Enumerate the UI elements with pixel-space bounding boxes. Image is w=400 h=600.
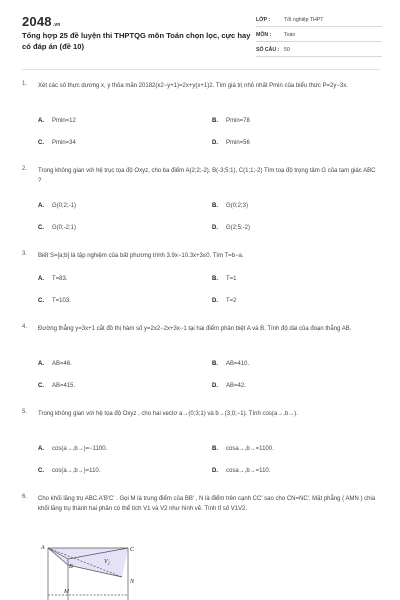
question-number: 1.	[22, 81, 28, 87]
option-letter: A.	[38, 446, 44, 452]
option-text: cosa→,b→=110.	[226, 468, 271, 474]
label-b: B	[69, 564, 73, 570]
option-letter: C.	[38, 225, 44, 231]
option-letter: D.	[212, 468, 218, 474]
option-letter: C.	[38, 383, 44, 389]
question-number: 6.	[22, 494, 28, 500]
answer-option-1b[interactable]	[212, 118, 250, 124]
option-text: Pmin=34	[52, 140, 76, 146]
answer-option-2a[interactable]	[38, 203, 76, 209]
answer-option-1d[interactable]	[212, 140, 250, 146]
option-letter: C.	[38, 140, 44, 146]
answer-option-3a[interactable]	[38, 276, 68, 282]
option-letter: D.	[212, 298, 218, 304]
option-letter: D.	[212, 383, 218, 389]
option-text: AB=42.	[226, 383, 246, 389]
question-text: Đường thẳng y=3x+1 cắt đồ thị hàm số y=2x2−2x+3x−1 tại hai điểm phân biệt A và B. Tính độ dài của đoạn thẳng AB.	[38, 326, 352, 332]
option-text: G(0;2;3)	[226, 203, 249, 209]
label-a: A	[41, 545, 45, 551]
option-text: T=2	[226, 298, 237, 304]
option-text: T=103.	[52, 298, 71, 304]
question-text: Cho khối lăng trụ ABC.A'B'C' . Gọi M là trung điểm của BB' , N là điểm trên cạnh CC' sao cho CN=NC'. Mặt phẳng ( AMN ) chia khối lăng trụ thành hai phần có thể tích V1 và V2 như hình vẽ. Tính tỉ số V1V2.	[38, 496, 376, 512]
meta-value: 50	[284, 47, 290, 53]
option-text: cos(a→,b→)=110.	[52, 468, 101, 474]
option-text: AB=410.	[226, 361, 250, 367]
answer-option-2b[interactable]	[212, 203, 248, 209]
meta-value: Tốt nghiệp THPT	[284, 17, 324, 23]
answer-option-5b[interactable]	[212, 446, 274, 452]
answer-option-4b[interactable]	[212, 361, 249, 367]
option-text: AB=415.	[52, 383, 76, 389]
question-number: 3.	[22, 251, 28, 257]
label-c: C	[130, 547, 135, 553]
answer-option-2c[interactable]	[38, 225, 76, 231]
meta-label: MÔN :	[256, 32, 272, 38]
prism-figure	[40, 543, 140, 600]
document-title: Tổng hợp 25 đề luyện thi THPTQG môn Toán chọn lọc, cực hay có đáp án (đề 10)	[22, 31, 251, 51]
label-m: M	[64, 589, 69, 595]
option-letter: B.	[212, 203, 218, 209]
option-letter: C.	[38, 298, 44, 304]
header-divider	[22, 69, 380, 70]
meta-row-class	[256, 15, 382, 27]
answer-option-1c[interactable]	[38, 140, 76, 146]
option-letter: B.	[212, 361, 218, 367]
option-text: G(0;2;-1)	[52, 203, 77, 209]
option-text: G(2;5;-2)	[226, 225, 251, 231]
answer-option-5d[interactable]	[212, 468, 270, 474]
option-text: G(0;-2;1)	[52, 225, 77, 231]
option-letter: A.	[38, 203, 44, 209]
question-text: Trong không gian với hệ trục tọa độ Oxyz, cho ba điểm A(2;2;-2), B(-3;5;1), C(1;1;-2) Tìm toạ độ trọng tâm G của tam giác ABC ?	[38, 168, 376, 184]
meta-value: Toán	[284, 32, 296, 38]
answer-option-4c[interactable]	[38, 383, 75, 389]
question-number: 4.	[22, 324, 28, 330]
prism-diagram	[40, 543, 140, 600]
question-number: 5.	[22, 409, 28, 415]
option-text: Pmin=12	[52, 118, 76, 124]
answer-option-5c[interactable]	[38, 468, 100, 474]
answer-option-5a[interactable]	[38, 446, 107, 452]
option-letter: A.	[38, 118, 44, 124]
option-letter: B.	[212, 276, 218, 282]
question-text: Xét các số thực dương x, y thỏa mãn 20182(x2−y+1)=2x+y(x+1)2. Tìm giá trị nhỏ nhất Pmin của biểu thức P=2y−3x.	[38, 83, 348, 89]
option-text: T=1	[226, 276, 237, 282]
logo-suffix: .vn	[52, 22, 61, 28]
option-text: Pmin=78	[226, 118, 250, 124]
option-letter: B.	[212, 446, 218, 452]
answer-option-3d[interactable]	[212, 298, 237, 304]
meta-row-subject	[256, 30, 382, 42]
question-text: Biết S=[a;b] là tập nghiệm của bất phương trình 3.9x−10.3x+3≤0. Tìm T=b−a.	[38, 253, 244, 259]
label-v-main: V	[104, 559, 108, 565]
label-v-sub: 2	[107, 560, 110, 566]
option-letter: D.	[212, 140, 218, 146]
option-letter: A.	[38, 276, 44, 282]
question-number: 2.	[22, 166, 28, 172]
answer-option-1a[interactable]	[38, 118, 76, 124]
label-n: N	[130, 579, 135, 585]
answer-option-3c[interactable]	[38, 298, 71, 304]
option-text: AB=46.	[52, 361, 72, 367]
answer-option-2d[interactable]	[212, 225, 250, 231]
document-header	[0, 0, 400, 66]
answer-option-3b[interactable]	[212, 276, 237, 282]
answer-option-4a[interactable]	[38, 361, 72, 367]
label-v	[104, 559, 110, 566]
upper-region-fill	[48, 548, 128, 577]
meta-row-count	[256, 45, 382, 57]
answer-option-4d[interactable]	[212, 383, 246, 389]
meta-label: SỐ CÂU :	[256, 47, 280, 53]
meta-label: LỚP :	[256, 17, 271, 23]
meta-panel	[256, 15, 382, 60]
option-text: cos(a→,b→)=−1100.	[52, 446, 108, 452]
option-letter: A.	[38, 361, 44, 367]
option-text: Pmin=56	[226, 140, 250, 146]
logo-text: 2048	[22, 14, 52, 29]
question-text: Trong không gian với hệ tọa độ Oxyz , cho hai vectơ a→(0;3;1) và b→(3;0;−1). Tính cos(a→,b→).	[38, 411, 298, 417]
option-text: cosa→,b→=1100.	[226, 446, 274, 452]
option-letter: B.	[212, 118, 218, 124]
site-logo[interactable]	[22, 14, 61, 29]
option-text: T=83.	[52, 276, 68, 282]
option-letter: D.	[212, 225, 218, 231]
option-letter: C.	[38, 468, 44, 474]
